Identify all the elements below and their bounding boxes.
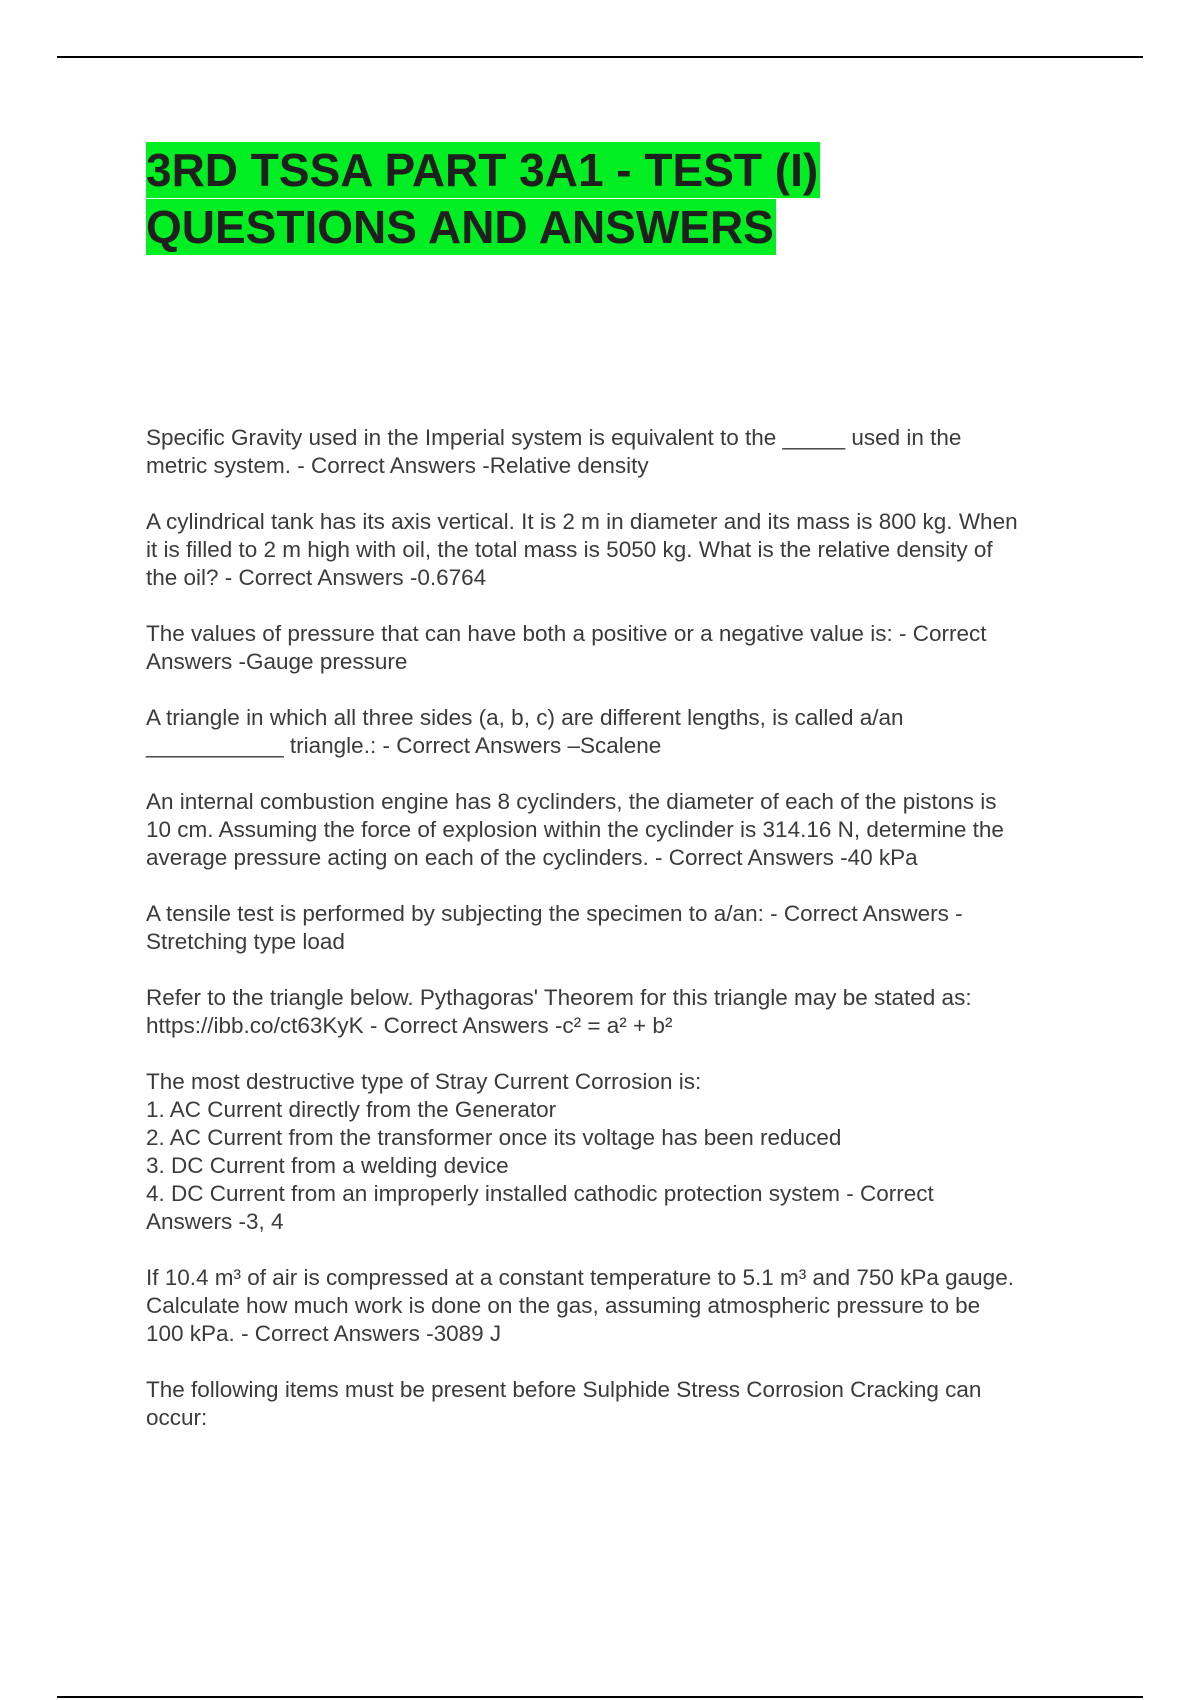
qa-item-scalene-triangle: A triangle in which all three sides (a, b, c) are different lengths, is called a/an ___________ triangle.: - Correct Answers –Scalene <box>146 705 904 758</box>
qa-item-compressed-air: If 10.4 m³ of air is compressed at a constant temperature to 5.1 m³ and 750 kPa gauge. Calculate how much work is done on the gas, assuming atmospheric pressure to be 100 kPa. - Correct Answers -3089 J <box>146 1265 1014 1346</box>
qa-item-stray-current: The most destructive type of Stray Current Corrosion is: 1. AC Current directly from the Generator 2. AC Current from the transformer once its voltage has been reduced 3. DC Current from a welding device 4. DC Current from an improperly installed cathodic protection system - Correct Answers -3, 4 <box>146 1069 934 1234</box>
title-row-2 <box>146 199 1146 256</box>
qa-item-sulphide-stress: The following items must be present before Sulphide Stress Corrosion Cracking can occur: <box>146 1377 982 1430</box>
document-title <box>146 142 1146 256</box>
qa-item-gauge-pressure: The values of pressure that can have both a positive or a negative value is: - Correct Answers -Gauge pressure <box>146 621 987 674</box>
qa-item-relative-density: Specific Gravity used in the Imperial system is equivalent to the _____ used in the metric system. - Correct Answers -Relative density <box>146 425 962 478</box>
bottom-rule <box>57 1696 1143 1698</box>
qa-item-cylindrical-tank: A cylindrical tank has its axis vertical. It is 2 m in diameter and its mass is 800 kg. When it is filled to 2 m high with oil, the total mass is 5050 kg. What is the relative density of the oil? - Correct Answers -0.6764 <box>146 509 1018 590</box>
qa-list <box>146 424 1096 1460</box>
qa-item-combustion-engine: An internal combustion engine has 8 cyclinders, the diameter of each of the pistons is 10 cm. Assuming the force of explosion within the cyclinder is 314.16 N, determine the average pressure acting on each of the cyclinders. - Correct Answers -40 kPa <box>146 789 1004 870</box>
title-line-2: QUESTIONS AND ANSWERS <box>146 201 774 253</box>
title-line-1: 3RD TSSA PART 3A1 - TEST (I) <box>146 144 819 196</box>
qa-item-tensile-test: A tensile test is performed by subjecting the specimen to a/an: - Correct Answers - Stretching type load <box>146 901 963 954</box>
title-row-1 <box>146 142 1146 199</box>
qa-item-pythagoras: Refer to the triangle below. Pythagoras' Theorem for this triangle may be stated as: https://ibb.co/ct63KyK - Correct Answers -c² = a² + b² <box>146 985 972 1038</box>
top-rule <box>57 56 1143 58</box>
